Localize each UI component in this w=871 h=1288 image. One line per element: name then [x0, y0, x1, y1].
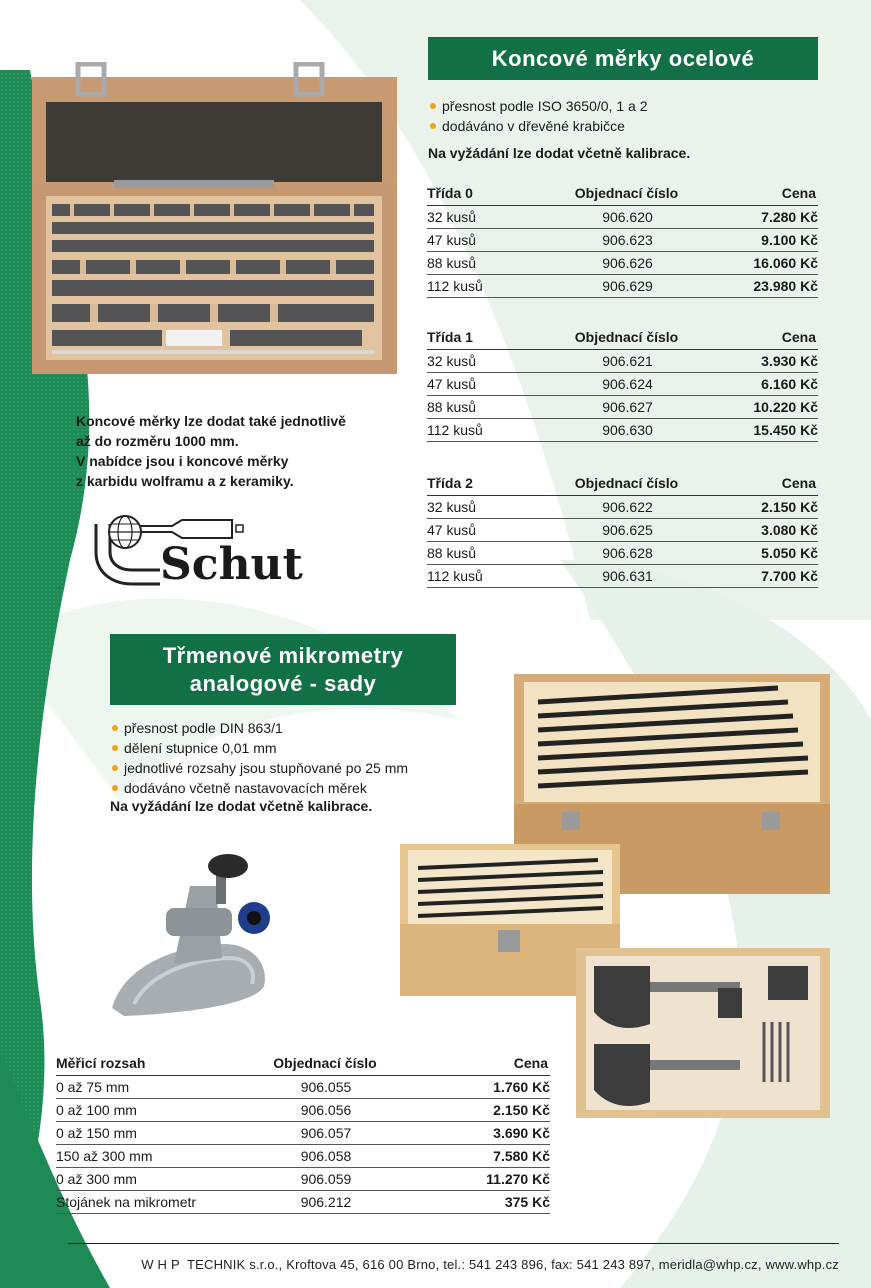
table-row [427, 419, 818, 442]
cell-pieces: 88 kusů [427, 542, 547, 565]
info-line: Koncové měrky lze dodat také jednotlivě [76, 413, 346, 429]
section1-calibration-note: Na vyžádání lze dodat včetně kalibrace. [428, 145, 691, 161]
bullet-item: dodáváno včetně nastavovacích měrek [110, 778, 470, 798]
table-row [56, 1076, 550, 1099]
section2-calibration-note: Na vyžádání lze dodat včetně kalibrace. [110, 798, 373, 814]
table-header-row [427, 183, 818, 206]
bullet-item: přesnost podle ISO 3650/0, 1 a 2 [428, 96, 828, 116]
cell-order-number: 906.627 [547, 396, 708, 419]
cell-price: 3.690 Kč [406, 1122, 550, 1145]
info-line: z karbidu wolframu a z keramiky. [76, 473, 294, 489]
table-row [427, 496, 818, 519]
cell-pieces: 112 kusů [427, 275, 547, 298]
bullet-item: dělení stupnice 0,01 mm [110, 738, 470, 758]
cell-price: 23.980 Kč [708, 275, 818, 298]
header-price: Cena [406, 1053, 550, 1076]
cell-price: 15.450 Kč [708, 419, 818, 442]
cell-order-number: 906.624 [547, 373, 708, 396]
section2-title-line: Třmenové mikrometry [162, 643, 404, 668]
cell-pieces: 32 kusů [427, 496, 547, 519]
cell-price: 3.080 Kč [708, 519, 818, 542]
header-class: Třída 0 [427, 183, 547, 206]
bullet-item: přesnost podle DIN 863/1 [110, 718, 470, 738]
cell-pieces: 32 kusů [427, 206, 547, 229]
cell-order-number: 906.622 [547, 496, 708, 519]
micrometer-stand-image [104, 846, 274, 1022]
cell-price: 16.060 Kč [708, 252, 818, 275]
header-price: Cena [708, 327, 818, 350]
header-price: Cena [708, 473, 818, 496]
section1-bullets [428, 96, 828, 136]
cell-order-number: 906.212 [246, 1191, 406, 1214]
cell-order-number: 906.625 [547, 519, 708, 542]
cell-pieces: 88 kusů [427, 396, 547, 419]
micrometer-price-table [56, 1053, 550, 1214]
cell-pieces: 112 kusů [427, 565, 547, 588]
bullet-item: jednotlivé rozsahy jsou stupňované po 25 mm [110, 758, 470, 778]
info-line: až do rozměru 1000 mm. [76, 433, 239, 449]
cell-order-number: 906.631 [547, 565, 708, 588]
cell-order-number: 906.055 [246, 1076, 406, 1099]
table-row [427, 373, 818, 396]
header-order-number: Objednací číslo [246, 1053, 406, 1076]
cell-pieces: 47 kusů [427, 229, 547, 252]
header-class: Třída 1 [427, 327, 547, 350]
section1-title: Koncové měrky ocelové [428, 37, 818, 80]
cell-price: 5.050 Kč [708, 542, 818, 565]
table-row [427, 396, 818, 419]
cell-range: 0 až 100 mm [56, 1099, 246, 1122]
header-order-number: Objednací číslo [547, 183, 708, 206]
cell-pieces: 47 kusů [427, 373, 547, 396]
cell-order-number: 906.058 [246, 1145, 406, 1168]
table-row [427, 565, 818, 588]
cell-price: 2.150 Kč [708, 496, 818, 519]
cell-order-number: 906.621 [547, 350, 708, 373]
table-row [427, 252, 818, 275]
logo-wordmark: Schut [160, 539, 303, 590]
cell-pieces: 112 kusů [427, 419, 547, 442]
cell-price: 3.930 Kč [708, 350, 818, 373]
cell-range: 150 až 300 mm [56, 1145, 246, 1168]
table-row [427, 350, 818, 373]
cell-price: 6.160 Kč [708, 373, 818, 396]
cell-pieces: 32 kusů [427, 350, 547, 373]
header-order-number: Objednací číslo [547, 327, 708, 350]
cell-range: 0 až 150 mm [56, 1122, 246, 1145]
table-row [427, 206, 818, 229]
price-table-class-0 [427, 183, 818, 298]
table-header-row [427, 473, 818, 496]
table-row [427, 542, 818, 565]
cell-price: 9.100 Kč [708, 229, 818, 252]
table-row [56, 1191, 550, 1214]
cell-price: 7.280 Kč [708, 206, 818, 229]
cell-range: Stojánek na mikrometr [56, 1191, 246, 1214]
table-header-row [427, 327, 818, 350]
gauge-blocks-info-text [76, 411, 396, 491]
cell-order-number: 906.630 [547, 419, 708, 442]
table-header-row [56, 1053, 550, 1076]
cell-order-number: 906.057 [246, 1122, 406, 1145]
cell-range: 0 až 300 mm [56, 1168, 246, 1191]
cell-order-number: 906.628 [547, 542, 708, 565]
cell-price: 7.700 Kč [708, 565, 818, 588]
cell-order-number: 906.059 [246, 1168, 406, 1191]
cell-order-number: 906.056 [246, 1099, 406, 1122]
cell-order-number: 906.626 [547, 252, 708, 275]
cell-order-number: 906.620 [547, 206, 708, 229]
cell-order-number: 906.623 [547, 229, 708, 252]
table-row [427, 229, 818, 252]
table-row [56, 1099, 550, 1122]
header-range: Měřicí rozsah [56, 1053, 246, 1076]
cell-price: 10.220 Kč [708, 396, 818, 419]
info-line: V nabídce jsou i koncové měrky [76, 453, 289, 469]
table-row [56, 1145, 550, 1168]
cell-price: 1.760 Kč [406, 1076, 550, 1099]
footer-company-info: W H P TECHNIK s.r.o., Kroftova 45, 616 00 Brno, tel.: 541 243 896, fax: 541 243 897, meridla@whp.cz, www.whp.cz [141, 1257, 839, 1272]
cell-pieces: 47 kusů [427, 519, 547, 542]
header-class: Třída 2 [427, 473, 547, 496]
header-order-number: Objednací číslo [547, 473, 708, 496]
cell-order-number: 906.629 [547, 275, 708, 298]
cell-price: 2.150 Kč [406, 1099, 550, 1122]
section2-title-line: analogové - sady [189, 671, 377, 696]
bullet-item: dodáváno v dřevěné krabičce [428, 116, 828, 136]
table-row [427, 519, 818, 542]
cell-pieces: 88 kusů [427, 252, 547, 275]
table-row [427, 275, 818, 298]
table-row [56, 1168, 550, 1191]
cell-price: 7.580 Kč [406, 1145, 550, 1168]
price-table-class-2 [427, 473, 818, 588]
cell-price: 375 Kč [406, 1191, 550, 1214]
schut-logo [92, 512, 317, 590]
price-table-class-1 [427, 327, 818, 442]
cell-range: 0 až 75 mm [56, 1076, 246, 1099]
header-price: Cena [708, 183, 818, 206]
gauge-block-case-image [30, 62, 402, 382]
footer-divider [68, 1243, 839, 1244]
cell-price: 11.270 Kč [406, 1168, 550, 1191]
table-row [56, 1122, 550, 1145]
